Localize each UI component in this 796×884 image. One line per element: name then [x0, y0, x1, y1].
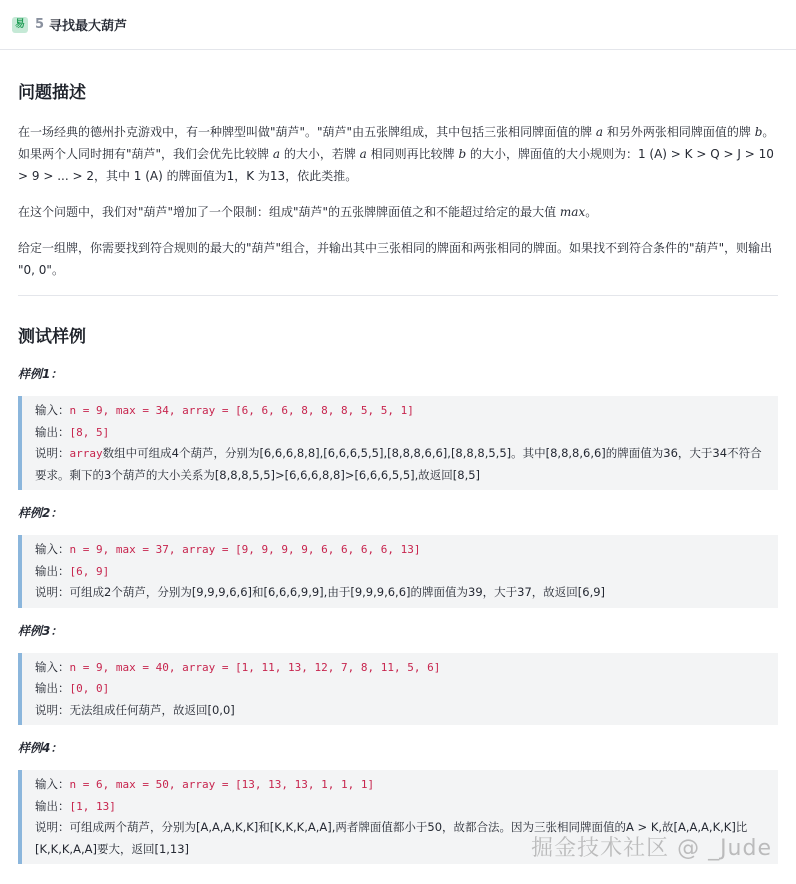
output-label: 输出： [35, 563, 70, 578]
explain-text: 可组成2个葫芦，分别为[9,9,9,6,6]和[6,6,6,9,9],由于[9,9,9,6,6]的牌面值为39，大于37，故返回[6,9] [69, 585, 606, 599]
problem-number: 5 [35, 17, 45, 32]
math-b: b [754, 125, 763, 139]
sample-explain [35, 700, 766, 722]
math-a: a [359, 147, 367, 161]
text: 和另外两张相同牌面值的牌 [603, 125, 755, 139]
math-a: a [272, 147, 281, 161]
output-code: [8, 5] [69, 425, 110, 439]
explain-text: 数组中可组成4个葫芦，分别为[6,6,6,8,8],[6,6,6,5,5],[8,8,8,6,6],[8,8,8,5,5]。其中[8,8,8,6,6]的牌面值为36，大于34不符合要求。剩下的3个葫芦的大小关系为[8,8,8,5,5]>[6,6,6,8,8]>[6,6,6,5,5],故返回[8,5] [35, 446, 762, 482]
output-code: [0, 0] [69, 682, 110, 695]
sample-label: 样例3： [18, 623, 63, 638]
text: 的大小，牌面值的大小规则为：1 (A) > K > Q > J > 10 > 9 > ... > 2，其中 1 (A) 的牌面值为1，K 为13，依此类推。 [18, 147, 774, 183]
sample-block [18, 535, 778, 608]
input-label: 输入： [35, 659, 70, 674]
sample-output [35, 561, 766, 583]
text: 。如果两个人同时拥有"葫芦"，我们会优先比较牌 [18, 125, 775, 161]
watermark: 掘金技术社区 @ _Jude [531, 836, 772, 861]
section-title-samples: 测试样例 [18, 327, 86, 347]
input-label: 输入： [35, 542, 70, 556]
text: 相同则再比较牌 [366, 147, 459, 161]
problem-title: 寻找最大葫芦 [49, 19, 128, 34]
sample-input [35, 400, 766, 422]
input-code: n = 9, max = 40, array = [1, 11, 13, 12, 7, 8, 11, 5, 6] [69, 660, 441, 674]
input-code: n = 9, max = 37, array = [9, 9, 9, 9, 6, 6, 6, 6, 13] [69, 543, 421, 556]
output-label: 输出： [35, 681, 70, 695]
sample-block [18, 396, 778, 490]
sample-2 [18, 504, 778, 608]
sample-label: 样例1： [18, 367, 63, 381]
sample-output [35, 422, 766, 444]
divider [18, 295, 778, 296]
output-code: [1, 13] [69, 799, 116, 813]
text: 。 [585, 205, 598, 219]
explain-label: 说明： [35, 585, 70, 599]
output-code: [6, 9] [69, 564, 110, 578]
explain-label: 说明： [35, 446, 70, 460]
description-paragraph-1 [18, 121, 778, 187]
sample-explain [35, 582, 766, 604]
problem-content [0, 78, 796, 864]
problem-header [0, 0, 796, 50]
description-paragraph-2 [18, 201, 778, 223]
sample-explain [35, 443, 766, 486]
sample-3 [18, 622, 778, 726]
output-label: 输出： [35, 424, 70, 439]
sample-1 [18, 365, 778, 490]
sample-block [18, 653, 778, 726]
sample-label: 样例4： [18, 741, 63, 755]
input-code: n = 6, max = 50, array = [13, 13, 13, 1, 1, 1] [69, 778, 375, 791]
sample-input [35, 774, 766, 796]
input-label: 输入： [35, 777, 70, 791]
explain-code: array [69, 447, 103, 460]
section-title-description: 问题描述 [18, 83, 86, 103]
sample-output [35, 678, 766, 700]
math-max: max [559, 205, 586, 219]
math-b: b [458, 147, 467, 161]
text: 在一场经典的德州扑克游戏中，有一种牌型叫做"葫芦"。"葫芦"由五张牌组成，其中包括三张相同牌面值的牌 [18, 125, 596, 139]
sample-label: 样例2： [18, 506, 63, 520]
explain-text: 可组成两个葫芦，分别为[A,A,A,K,K]和[K,K,K,A,A],两者牌面值都小于50，故都合法。因为三张相同牌面值的A > K,故[A,A,A,K,K]比[K,K,K,A,A]要大，返回[1,13] [35, 820, 748, 856]
output-label: 输出： [35, 798, 70, 813]
text: 在这个问题中，我们对"葫芦"增加了一个限制：组成"葫芦"的五张牌牌面值之和不能超过给定的最大值 [18, 205, 560, 219]
difficulty-badge: 易 [12, 17, 28, 33]
math-a: a [595, 125, 604, 139]
input-code: n = 9, max = 34, array = [6, 6, 6, 8, 8, 8, 5, 5, 1] [69, 404, 414, 417]
sample-input [35, 657, 766, 679]
explain-text: 无法组成任何葫芦，故返回[0,0] [69, 702, 235, 717]
explain-label: 说明： [35, 702, 70, 717]
input-label: 输入： [35, 403, 70, 417]
explain-label: 说明： [35, 820, 70, 834]
sample-input [35, 539, 766, 561]
description-paragraph-3: 给定一组牌，你需要找到符合规则的最大的"葫芦"组合，并输出其中三张相同的牌面和两张相同的牌面。如果找不到符合条件的"葫芦"，则输出 "0, 0"。 [18, 241, 773, 277]
sample-output [35, 796, 766, 818]
text: 的大小，若牌 [280, 147, 360, 161]
